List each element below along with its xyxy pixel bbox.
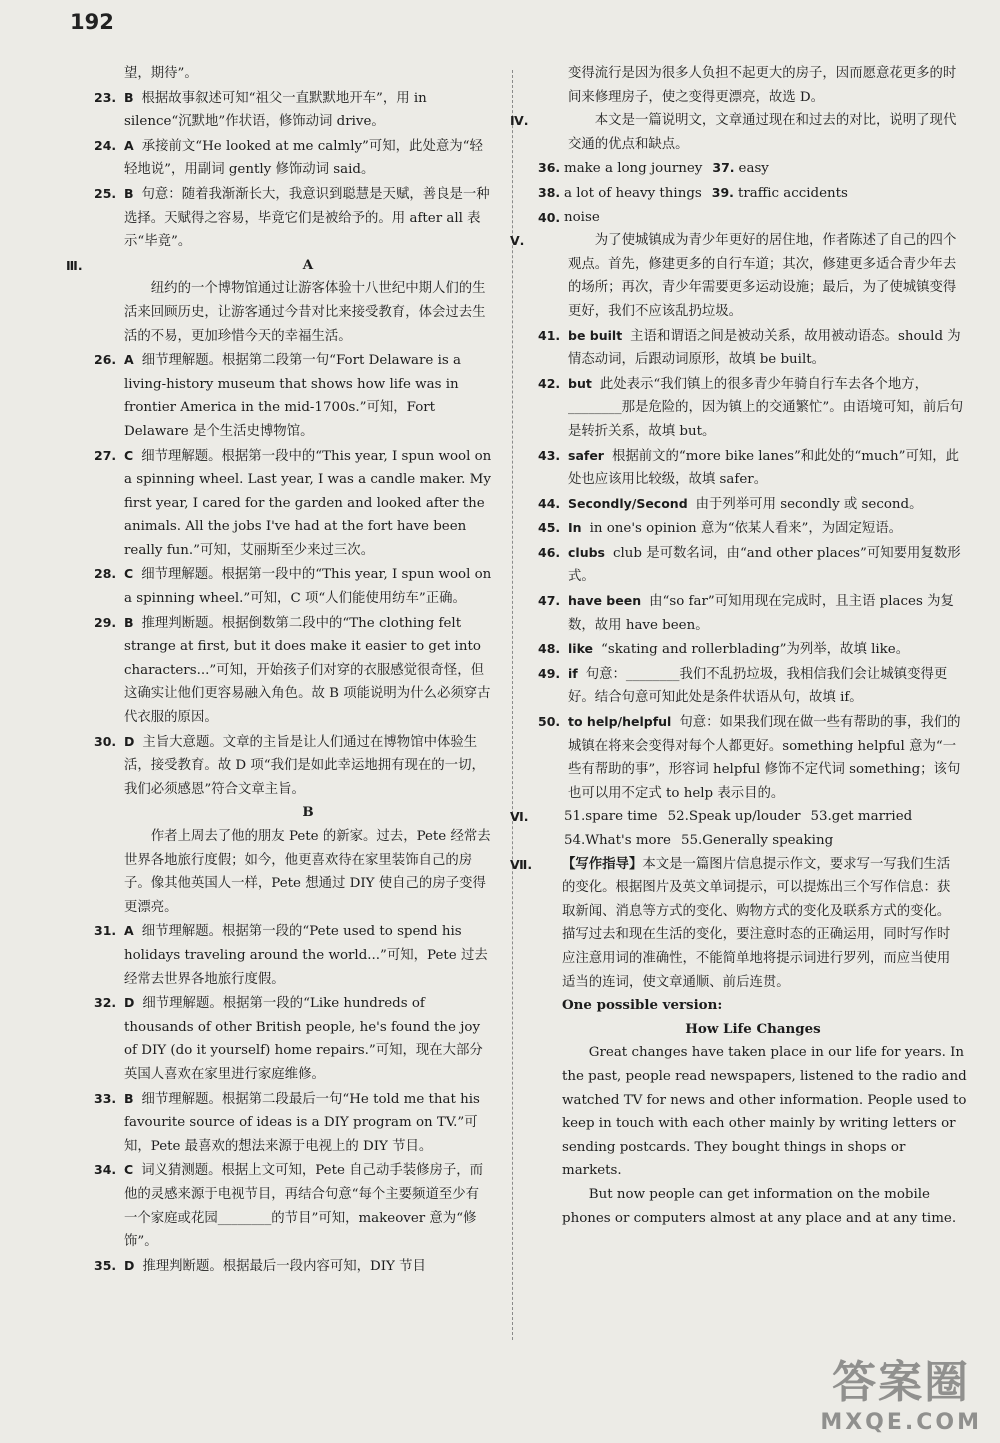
answer-text: traffic accidents [737, 185, 848, 201]
watermark-url: MXQE.COM [820, 1410, 982, 1435]
answer-text: spare time [585, 809, 658, 825]
question-number: 26. [94, 352, 117, 368]
answer-letter: B [124, 1090, 134, 1106]
explanation: 推理判断题。根据倒数第二段中的“The clothing felt strange at first, but it does make it easier to get into characters...”可知，开始孩子们对穿的衣服感觉很奇怪，但这确实让他们更容易融入角色。故 B 项能说明为什么必须穿古代衣服的原因。 [124, 615, 491, 726]
answer-text: What's more [585, 833, 671, 848]
answer-49 [538, 662, 968, 710]
watermark-text: 答案圈 [832, 1357, 971, 1408]
section-6 [510, 805, 968, 852]
answer-48 [538, 637, 968, 662]
explanation: 承接前文“He looked at me calmly”可知，此处意为“轻轻地说”，用副词 gently 修饰动词 said。 [124, 138, 483, 178]
passage-summary: 本文是一篇说明文，文章通过现在和过去的对比，说明了现代交通的优点和缺点。 [568, 113, 957, 152]
answer-text: a lot of heavy things [564, 185, 702, 201]
question-number: 44. [538, 495, 561, 511]
answer-33 [94, 1087, 492, 1159]
answer-word: safer [568, 447, 604, 463]
answer-24 [94, 134, 492, 182]
answer-letter: C [124, 1162, 134, 1178]
question-number: 40. [538, 209, 561, 225]
explanation: 细节理解题。根据第二段第一句“Fort Delaware is a living-history museum that shows how life was in frontier America in the mid-1700s.”可知，Fort Delaware 是个生活史博物馆。 [124, 353, 462, 439]
explanation: 根据故事叙述可知“祖父一直默默地开车”，用 in silence“沉默地”作状语，修饰动词 drive。 [124, 90, 427, 130]
page-number: 192 [70, 10, 114, 34]
answer-47 [538, 589, 968, 637]
answer-word: if [568, 665, 578, 681]
section-7 [510, 853, 968, 995]
question-number: 48. [538, 641, 561, 657]
answer-text: Speak up/louder [688, 809, 801, 825]
answer-44 [538, 492, 968, 517]
section-3 [66, 254, 492, 348]
answer-26 [94, 348, 492, 443]
answer-letter: B [124, 614, 134, 630]
answer-28 [94, 562, 492, 610]
question-number: 55. [680, 833, 703, 848]
explanation: 此处表示“我们镇上的很多青少年骑自行车去各个地方，________那是危险的，因为镇上的交通繁忙”。由语境可知，前后句是转折关系，故填 but。 [568, 376, 964, 439]
writing-guide-label: 【写作指导】 [562, 855, 643, 872]
question-number: 27. [94, 447, 117, 463]
explanation: 词义猜测题。根据上文可知，Pete 自己动手装修房子，而他的灵感来源于电视节目，再结合句意“每个主要频道至少有一个家庭或花园________的节目”可知，makeover 意为“修饰”。 [124, 1163, 484, 1250]
answer-letter: A [124, 137, 134, 153]
answers-36-37 [538, 156, 968, 181]
answer-letter: D [124, 995, 135, 1011]
answer-letter: B [124, 89, 134, 105]
essay-paragraph-1: Great changes have taken place in our life for years. In the past, people read newspapers, listened to the radio and watched TV for news and other information. People used to keep in touch with each other mainly by writing letters or sending postcards. They bought things in shops or markets. [562, 1045, 967, 1179]
answer-50 [538, 710, 968, 805]
answer-letter: B [124, 185, 134, 201]
question-number: 36. [538, 160, 561, 176]
answer-word: have been [568, 593, 642, 609]
watermark-logo [820, 1346, 982, 1435]
explanation: 细节理解题。根据第一段中的“This year, I spun wool on a spinning wheel. Last year, I was a candle maker. My first year, I cared for the garden and looked after the animals. All the jobs I've had at the fort have been really fun.”可知，艾丽斯至少来过三次。 [124, 448, 492, 558]
question-number: 30. [94, 733, 117, 749]
explanation: 细节理解题。根据第一段的“Pete used to spend his holidays traveling around the world...”可知，Pete 过去经常去世界各地旅行度假。 [124, 924, 488, 987]
answer-29 [94, 611, 492, 730]
answer-41 [538, 324, 968, 372]
answer-word: clubs [568, 544, 605, 560]
explanation: 由“so far”可知用现在完成时，且主语 places 为复数，故用 have been。 [568, 594, 954, 633]
section-numeral: Ⅳ. [510, 113, 529, 129]
continuation-text: 望，期待”。 [124, 66, 198, 81]
answer-31 [94, 919, 492, 991]
question-number: 39. [711, 184, 734, 200]
essay-paragraph-2: But now people can get information on the mobile phones or computers almost at any place and at any time. [562, 1186, 957, 1226]
answer-word: like [568, 641, 594, 657]
section-numeral: Ⅲ. [66, 257, 83, 273]
question-number: 38. [538, 184, 561, 200]
passage-heading-b: B [302, 804, 314, 821]
left-column [66, 62, 492, 1278]
answer-25 [94, 182, 492, 254]
answer-text: make a long journey [564, 161, 703, 177]
section-numeral: Ⅶ. [510, 856, 533, 872]
answer-43 [538, 444, 968, 492]
explanation: 句意：如果我们现在做一些有帮助的事，我们的城镇在将来会变得对每个人都更好。something helpful 意为“一些有帮助的事”，形容词 helpful 修饰不定代词 something；该句也可以用不定式 to help 表示目的。 [568, 715, 961, 801]
answers-38-39 [538, 181, 968, 206]
explanation: 由于列举可用 secondly 或 second。 [695, 496, 923, 512]
answer-word: be built [568, 327, 623, 343]
explanation: club 是可数名词，由“and other places”可知要用复数形式。 [568, 545, 961, 585]
question-number: 43. [538, 447, 561, 463]
answer-word: to help/helpful [568, 714, 672, 730]
answer-letter: A [124, 352, 134, 368]
column-divider [512, 70, 513, 1340]
explanation: 细节理解题。根据第一段中的“This year, I spun wool on a spinning wheel.”可知，C 项“人们能使用纺车”正确。 [124, 567, 492, 607]
question-number: 53. [810, 809, 832, 825]
explanation: 主语和谓语之间是被动关系，故用被动语态。should 为情态动词，后跟动词原形，故填 be built。 [568, 328, 961, 368]
answer-34 [94, 1158, 492, 1253]
passage-heading-a: A [302, 256, 314, 273]
explanation: 细节理解题。根据第一段的“Like hundreds of thousands of other British people, he's found the joy of DIY (do it yourself) home repairs.”可知，现在大部分英国人喜欢在家里进行家庭维修。 [124, 996, 483, 1082]
question-number: 42. [538, 375, 561, 391]
question-number: 32. [94, 995, 117, 1011]
question-number: 49. [538, 665, 561, 681]
answer-word: Secondly/Second [568, 495, 688, 511]
answer-text: noise [564, 209, 600, 225]
section-4 [510, 109, 968, 156]
answer-30 [94, 730, 492, 802]
right-column [510, 62, 968, 1230]
question-number: 46. [538, 544, 561, 560]
version-label: One possible version: [562, 997, 723, 1014]
passage-summary: 作者上周去了他的朋友 Pete 的新家。过去，Pete 经常去世界各地旅行度假；如今，他更喜欢待在家里装饰自己的房子。像其他英国人一样，Pete 想通过 DIY 使自己的房子变得更漂亮。 [124, 829, 491, 915]
answer-42 [538, 372, 968, 444]
answer-letter: C [124, 447, 134, 463]
answer-text: get married [831, 809, 913, 825]
question-number: 45. [538, 520, 561, 536]
answer-40 [538, 206, 968, 230]
writing-guide-text: 本文是一篇图片信息提示作文，要求写一写我们生活的变化。根据图片及英文单词提示，可以提炼出三个写作信息：获取新闻、消息等方式的变化、购物方式的变化及联系方式的变化。描写过去和现在生活的变化，要注意时态的正确运用，同时写作时应注意用词的准确性，不能简单地将提示词进行罗列，而应当使用适当的连词，使文章通顺、前后连贯。 [562, 856, 951, 990]
explanation: 根据前文的“more bike lanes”和此处的“much”可知，此处也应该用比较级，故填 safer。 [568, 448, 960, 488]
explanation: 主旨大意题。文章的主旨是让人们通过在博物馆中体验生活，接受教育。故 D 项“我们是如此幸运地拥有现在的一切，我们必须感恩”符合文章主旨。 [124, 734, 485, 797]
explanation: in one's opinion 意为“依某人看来”，为固定短语。 [589, 521, 903, 537]
question-number: 25. [94, 185, 117, 201]
explanation: 细节理解题。根据第二段最后一句“He told me that his favourite source of ideas is a DIY program on TV.”可知，Pete 最喜欢的想法来源于电视上的 DIY 节目。 [124, 1091, 480, 1154]
answer-text: easy [738, 161, 769, 177]
passage-summary: 纽约的一个博物馆通过让游客体验十八世纪中期人们的生活来回顾历史，让游客通过今昔对比来接受教育，体会过去生活的不易，更加珍惜今天的幸福生活。 [124, 281, 486, 344]
question-number: 50. [538, 714, 561, 730]
question-number: 41. [538, 327, 561, 343]
answer-letter: D [124, 733, 135, 749]
question-number: 51. [564, 809, 586, 825]
question-number: 35. [94, 1257, 117, 1273]
question-number: 54. [564, 833, 586, 848]
question-number: 31. [94, 923, 117, 939]
answer-23 [94, 86, 492, 134]
question-number: 37. [712, 160, 735, 176]
explanation: 句意：________我们不乱扔垃圾，我相信我们会让城镇变得更好。结合句意可知此处是条件状语从句，故填 if。 [568, 666, 948, 706]
question-number: 33. [94, 1090, 117, 1106]
answer-word: In [568, 520, 582, 536]
section-numeral: Ⅴ. [510, 233, 525, 249]
answer-45 [538, 516, 968, 541]
explanation: 句意：随着我渐渐长大，我意识到聪慧是天赋，善良是一种选择。天赋得之容易，毕竟它们是被给予的。用 after all 表示“毕竟”。 [124, 186, 490, 250]
question-number: 28. [94, 566, 117, 582]
question-number: 24. [94, 137, 117, 153]
question-number: 29. [94, 614, 117, 630]
answer-letter: D [124, 1257, 135, 1273]
answer-letter: C [124, 566, 134, 582]
question-number: 47. [538, 593, 561, 609]
answer-word: but [568, 375, 592, 391]
section-5 [510, 229, 968, 323]
answer-35 [94, 1254, 492, 1279]
answer-27 [94, 444, 492, 563]
question-number: 34. [94, 1162, 117, 1178]
continuation-text: 变得流行是因为很多人负担不起更大的房子，因而愿意花更多的时间来修理房子，使之变得更漂亮，故选 D。 [568, 66, 957, 105]
passage-summary: 为了使城镇成为青少年更好的居住地，作者陈述了自己的四个观点。首先，修建更多的自行车道；其次，修建更多适合青少年去的场所；再次，青少年需要更多运动设施；最后，为了使城镇变得更好，我们不应该乱扔垃圾。 [568, 233, 957, 319]
question-number: 52. [667, 809, 689, 825]
explanation: 推理判断题。根据最后一段内容可知，DIY 节目 [142, 1258, 426, 1274]
passage-b [94, 801, 492, 919]
question-number: 23. [94, 89, 117, 105]
section-numeral: Ⅵ. [510, 809, 529, 825]
answer-46 [538, 541, 968, 589]
essay-title: How Life Changes [685, 1020, 821, 1037]
explanation: “skating and rollerblading”为列举，故填 like。 [601, 642, 910, 658]
answer-text: Generally speaking [702, 833, 834, 848]
answer-letter: A [124, 923, 134, 939]
answer-32 [94, 991, 492, 1086]
